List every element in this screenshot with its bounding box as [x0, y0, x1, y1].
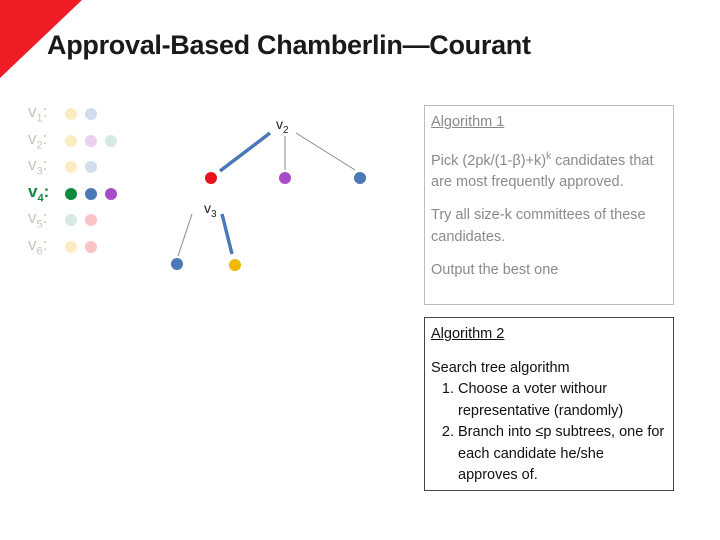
edge-root-red — [220, 133, 270, 171]
algorithm-1-heading: Algorithm 1 — [431, 114, 505, 130]
voter-label: $v_3$: — [28, 155, 48, 178]
algorithm-1-pick: Pick $(2pk/(1-\beta)+k)^k$ candidates that are most frequently approved. — [431, 150, 654, 190]
tree-node-blue — [171, 258, 183, 270]
algorithm-2-steps — [431, 379, 667, 487]
voter-label: $v_4$: — [28, 181, 50, 204]
tree-child-label: $v_3$ — [204, 200, 217, 220]
edge-root-blue — [296, 133, 355, 170]
tree-node-purple — [279, 172, 291, 184]
search-tree — [0, 0, 420, 300]
slide-title: Approval-Based Chamberlin—Courant — [47, 30, 531, 60]
tree-node-blue — [354, 172, 366, 184]
algorithm-2-heading: Algorithm 2 — [431, 326, 505, 342]
algorithm-2-step: 2. Branch into ≤p subtrees, one for each candidate he/she approves of. — [458, 422, 667, 487]
algorithm-2-intro: Search tree algorithm — [431, 359, 570, 376]
algorithm-1-try: Try all size-k committees of these candidates. — [431, 207, 646, 245]
algorithm-1-output: Output the best one — [431, 262, 559, 279]
tree-node-yellow — [229, 259, 241, 271]
algorithm-2-box — [424, 317, 674, 491]
algorithm-1-box — [424, 105, 674, 305]
voter-label: $v_2$: — [28, 128, 48, 151]
tree-root-label: $v_2$ — [276, 116, 289, 136]
voter-label: $v_5$: — [28, 208, 48, 231]
edge-child-yellow — [222, 214, 232, 254]
voter-label: $v_1$: — [28, 102, 48, 125]
edge-child-blue — [178, 214, 192, 256]
tree-node-red — [205, 172, 217, 184]
algorithm-2-step: 1. Choose a voter withour representative (randomly) — [458, 379, 667, 422]
voter-label: $v_6$: — [28, 234, 48, 257]
